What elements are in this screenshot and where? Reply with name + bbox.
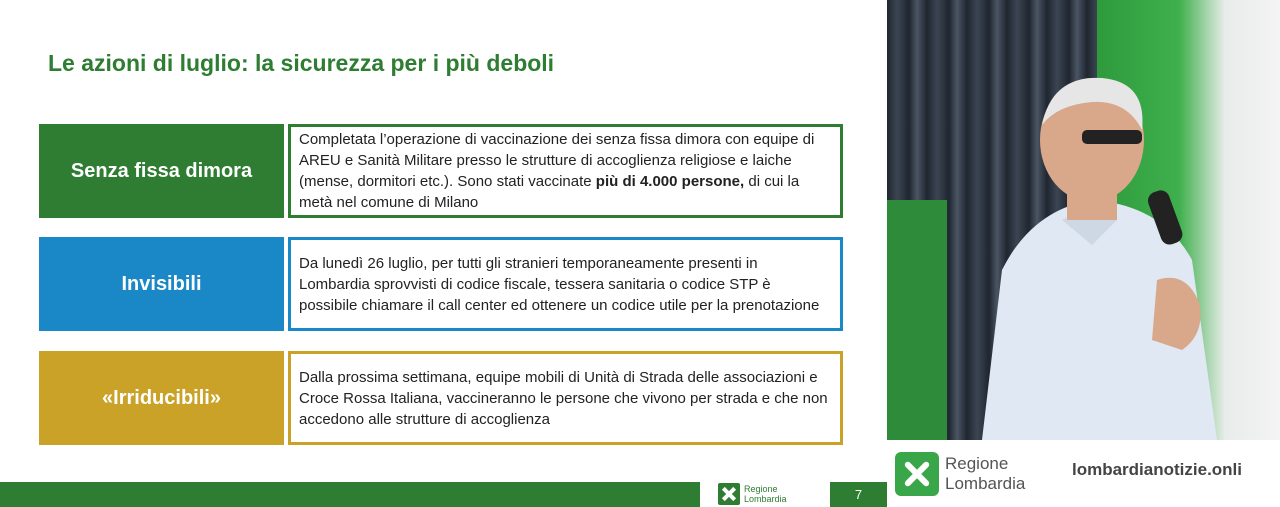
website-text: lombardianotizie.onli [1072, 460, 1243, 479]
row-label: Senza fissa dimora [39, 124, 284, 218]
action-row-invisibili [39, 237, 829, 331]
logo-line-1: Regione [744, 484, 778, 494]
regione-lombardia-logo-icon [718, 483, 740, 505]
row-text: Completata l’operazione di vaccinazione dei senza fissa dimora con equipe di AREU e Sanità Militare presso le strutture di accoglienza religiose e laiche (mense, dormitori etc.). Sono stati vaccinate [299, 131, 815, 190]
action-row-irriducibili [39, 351, 829, 445]
row-label: Invisibili [39, 237, 284, 331]
logo-line-2: Lombardia [744, 494, 787, 504]
row-label: «Irriducibili» [39, 351, 284, 445]
row-text: Dalla prossima settimana, equipe mobili di Unità di Strada delle associazioni e Croce Rossa Italiana, vaccineranno le persone che vivono per strada e che non accedono alle strutture di accoglienza [299, 368, 828, 428]
row-description [288, 351, 843, 445]
row-text: Da lunedì 26 luglio, per tutti gli stranieri temporaneamente presenti in Lombardia sprovvisti di codice fiscale, tessera sanitaria o codice STP è possibile chiamare il call center ed ottenere un codice utile per la prenotazione [299, 254, 820, 314]
footer-bar [0, 482, 700, 507]
regione-lombardia-logo [718, 483, 787, 505]
action-row-senza-fissa-dimora [39, 124, 829, 218]
flag-left [887, 200, 947, 440]
page-number: 7 [830, 482, 887, 507]
video-logo-line-1: Regione [945, 454, 1009, 473]
slide-title: Le azioni di luglio: la sicurezza per i più deboli [48, 50, 555, 76]
speaker-video [887, 0, 1280, 507]
row-text-bold: più di 4.000 persone, [595, 173, 745, 190]
row-description [288, 124, 843, 218]
video-lower-third [887, 440, 1280, 507]
row-description [288, 237, 843, 331]
speaker-figure [942, 70, 1242, 440]
video-logo-text [945, 454, 1025, 494]
video-logo-line-2: Lombardia [945, 474, 1026, 493]
row-text-end: di cui la metà nel comune di Milano [299, 173, 800, 211]
regione-lombardia-icon [895, 452, 939, 496]
